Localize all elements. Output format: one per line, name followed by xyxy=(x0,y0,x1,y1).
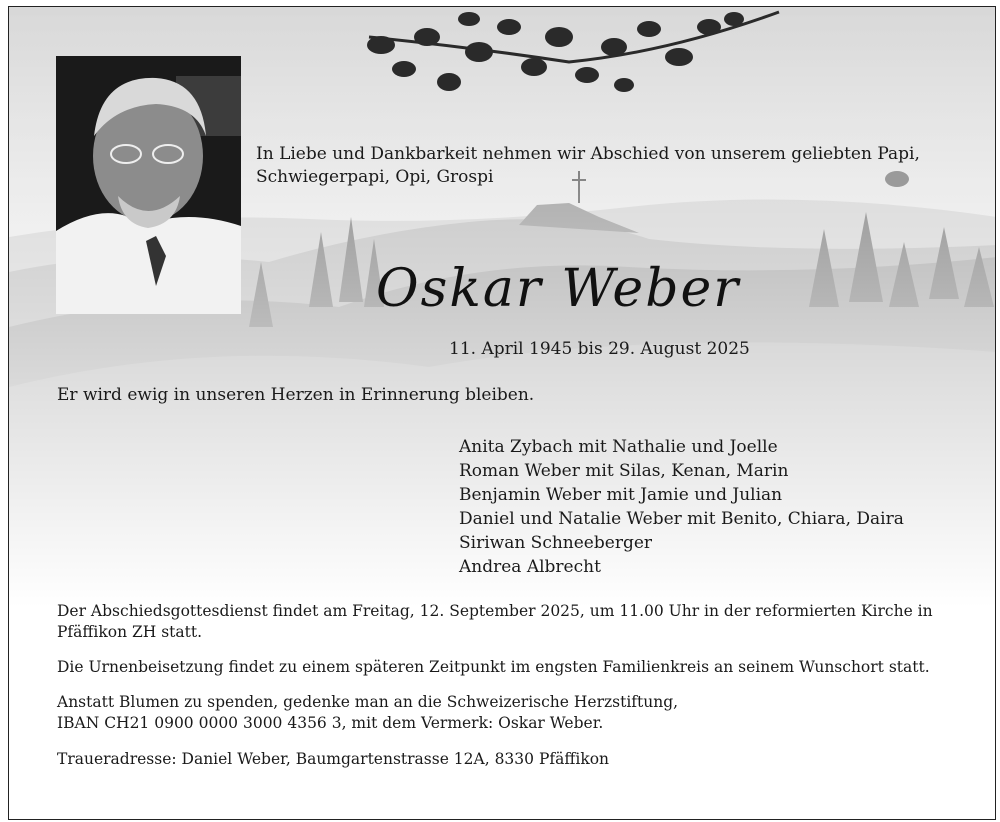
donation-line-2: IBAN CH21 0900 0000 3000 4356 3, mit dem Vermerk: Oskar Weber. xyxy=(57,714,604,732)
intro-line-2: Schwiegerpapi, Opi, Grospi xyxy=(256,167,494,187)
family-member: Siriwan Schneeberger xyxy=(459,533,653,553)
portrait-photo xyxy=(56,56,241,314)
donation-line-1: Anstatt Blumen zu spenden, gedenke man an die Schweizerische Herzstiftung, xyxy=(57,693,679,711)
service-line-2: Pfäffikon ZH statt. xyxy=(57,623,203,641)
family-member: Benjamin Weber mit Jamie und Julian xyxy=(459,485,783,505)
obituary-frame xyxy=(8,6,996,820)
life-dates: 11. April 1945 bis 29. August 2025 xyxy=(449,339,750,359)
family-member: Anita Zybach mit Nathalie und Joelle xyxy=(459,437,778,457)
family-member: Andrea Albrecht xyxy=(459,557,601,577)
service-line-1: Der Abschiedsgottesdienst findet am Freitag, 12. September 2025, um 11.00 Uhr in der reformierten Kirche in xyxy=(57,602,933,620)
intro-line-1: In Liebe und Dankbarkeit nehmen wir Abschied von unserem geliebten Papi, xyxy=(256,144,920,164)
donation-notice xyxy=(57,692,678,734)
service-notice xyxy=(57,601,933,643)
family-member: Roman Weber mit Silas, Kenan, Marin xyxy=(459,461,789,481)
family-member: Daniel und Natalie Weber mit Benito, Chiara, Daira xyxy=(459,509,904,529)
memory-statement: Er wird ewig in unseren Herzen in Erinnerung bleiben. xyxy=(57,385,535,405)
mourning-address: Traueradresse: Daniel Weber, Baumgartenstrasse 12A, 8330 Pfäffikon xyxy=(57,750,610,768)
intro-text xyxy=(256,143,920,189)
burial-notice: Die Urnenbeisetzung findet zu einem späteren Zeitpunkt im engsten Familienkreis an seinem Wunschort statt. xyxy=(57,658,930,676)
deceased-name: Oskar Weber xyxy=(376,259,741,319)
family-list xyxy=(459,435,904,579)
